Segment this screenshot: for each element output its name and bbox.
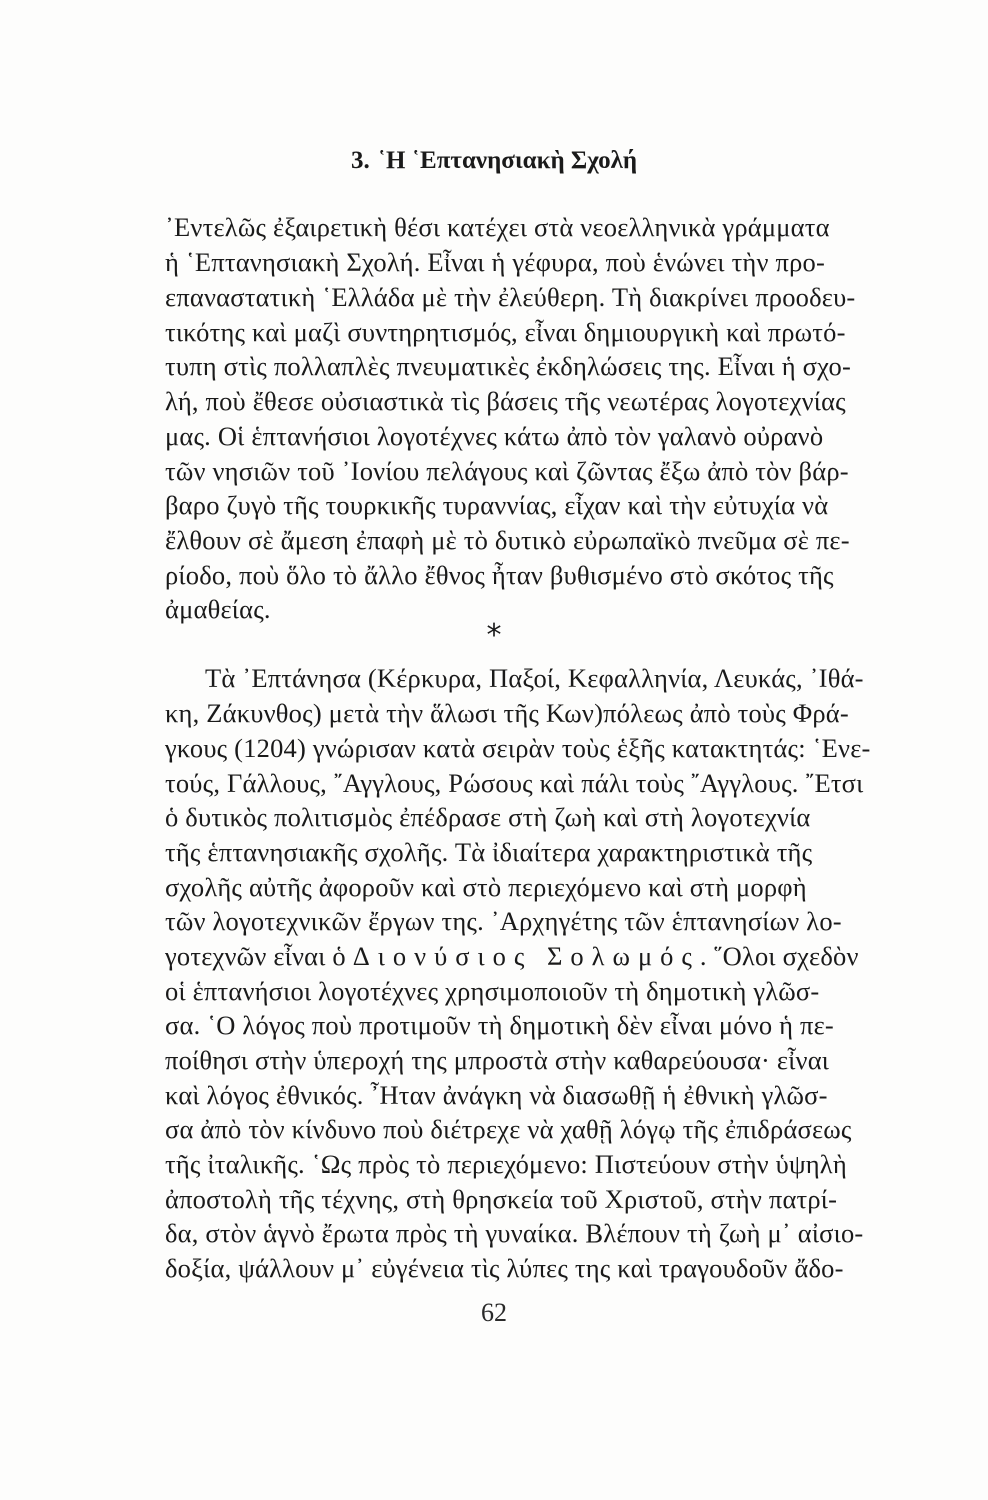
text-line: Τὰ ᾿Επτάνησα (Κέρκυρα, Παξοί, Κεφαλληνία, Λευκάς, ᾿Ιθά- — [205, 663, 864, 693]
text-line: δοξία, ψάλλουν μ᾿ εὐγένεια τὶς λύπες της καὶ τραγουδοῦν ἄδο- — [165, 1253, 844, 1283]
text-line: ἀμαθείας. — [165, 594, 271, 624]
text-line: γκους (1204) γνώρισαν κατὰ σειρὰν τοὺς ἑξῆς κατακτητάς: ῾Ενε- — [165, 733, 871, 763]
text-line: δα, στὸν ἁγνὸ ἔρωτα πρὸς τὴ γυναίκα. Βλέπουν τὴ ζωὴ μ᾿ αἰσιο- — [165, 1218, 864, 1248]
page-number: 62 — [481, 1298, 507, 1327]
text-line: μας. Οἱ ἑπτανήσιοι λογοτέχνες κάτω ἀπὸ τὸν γαλανὸ οὐρανὸ — [165, 421, 824, 451]
text-line: τῶν νησιῶν τοῦ ᾿Ιονίου πελάγους καὶ ζῶντας ἔξω ἀπὸ τὸν βάρ- — [165, 456, 849, 486]
text-line: τυπη στὶς πολλαπλὲς πνευματικὲς ἐκδηλώσεις της. Εἶναι ἡ σχο- — [165, 351, 851, 381]
author-name: Διονύσιος Σολωμός — [352, 941, 700, 971]
text-line: ὁ δυτικὸς πολιτισμὸς ἐπέδρασε στὴ ζωὴ καὶ στὴ λογοτεχνία — [165, 802, 811, 832]
section-heading — [0, 148, 988, 173]
text-line: τῆς ἑπτανησιακῆς σχολῆς. Τὰ ἰδιαίτερα χαρακτηριστικὰ τῆς — [165, 837, 813, 867]
text-segment: γοτεχνῶν εἶναι ὁ — [165, 941, 353, 971]
text-line: τικότης καὶ μαζὶ συντηρητισμός, εἶναι δημιουργικὴ καὶ πρωτό- — [165, 317, 846, 347]
section-number: 3. — [350, 147, 370, 174]
text-line: ἡ ῾Επτανησιακὴ Σχολή. Εἶναι ἡ γέφυρα, ποὺ ἑνώνει τὴν προ- — [165, 247, 825, 277]
text-line: καὶ λόγος ἐθνικός. ῏Ηταν ἀνάγκη νὰ διασωθῇ ἡ ἐθνικὴ γλῶσ- — [165, 1080, 828, 1110]
text-line: βαρο ζυγὸ τῆς τουρκικῆς τυραννίας, εἶχαν καὶ τὴν εὐτυχία νὰ — [165, 490, 829, 520]
text-line: ᾿Εντελῶς ἐξαιρετικὴ θέσι κατέχει στὰ νεοελληνικὰ γράμματα — [165, 212, 830, 242]
section-title: ῾Η ῾Επτανησιακὴ Σχολή — [377, 147, 638, 174]
text-line: οἱ ἑπτανήσιοι λογοτέχνες χρησιμοποιοῦν τὴ δημοτικὴ γλῶσ- — [165, 976, 820, 1006]
text-line: ρίοδο, ποὺ ὅλο τὸ ἄλλο ἔθνος ἦταν βυθισμένο στὸ σκότος τῆς — [165, 560, 834, 590]
text-line: λή, ποὺ ἔθεσε οὐσιαστικὰ τὶς βάσεις τῆς νεωτέρας λογοτεχνίας — [165, 386, 846, 416]
text-line: ἔλθουν σὲ ἄμεση ἐπαφὴ μὲ τὸ δυτικὸ εὐρωπαϊκὸ πνεῦμα σὲ πε- — [165, 525, 850, 555]
text-line: σχολῆς αὐτῆς ἀφοροῦν καὶ στὸ περιεχόμενο καὶ στὴ μορφὴ — [165, 872, 807, 902]
text-line: τῆς ἰταλικῆς. ῾Ως πρὸς τὸ περιεχόμενο: Πιστεύουν στὴν ὑψηλὴ — [165, 1149, 847, 1179]
text-line: τούς, Γάλλους, ῎Αγγλους, Ρώσους καὶ πάλι τοὺς ῎Αγγλους. ῎Ετσι — [165, 768, 864, 798]
text-line: επαναστατικὴ ῾Ελλάδα μὲ τὴν ἐλεύθερη. Τὴ διακρίνει προοδευ- — [165, 282, 856, 312]
text-line: τῶν λογοτεχνικῶν ἔργων της. ᾿Αρχηγέτης τῶν ἑπτανησίων λο- — [165, 906, 842, 936]
text-line: κη, Ζάκυνθος) μετὰ τὴν ἅλωσι τῆς Κων)πόλεως ἀπὸ τοὺς Φρά- — [165, 698, 849, 728]
text-line: σα. ῾Ο λόγος ποὺ προτιμοῦν τὴ δημοτικὴ δὲν εἶναι μόνο ἡ πε- — [165, 1010, 834, 1040]
text-line-with-name — [165, 943, 859, 970]
text-line: ἀποστολὴ τῆς τέχνης, στὴ θρησκεία τοῦ Χριστοῦ, στὴν πατρί- — [165, 1184, 838, 1214]
text-line: σα ἀπὸ τὸν κίνδυνο ποὺ διέτρεχε νὰ χαθῇ λόγῳ τῆς ἐπιδράσεως — [165, 1114, 852, 1144]
text-line: ποίθησι στὴν ὑπεροχή της μπροστὰ στὴν καθαρεύουσα· εἶναι — [165, 1045, 830, 1075]
text-segment: . ῞Ολοι σχεδὸν — [699, 941, 859, 971]
section-separator: * — [486, 618, 502, 653]
